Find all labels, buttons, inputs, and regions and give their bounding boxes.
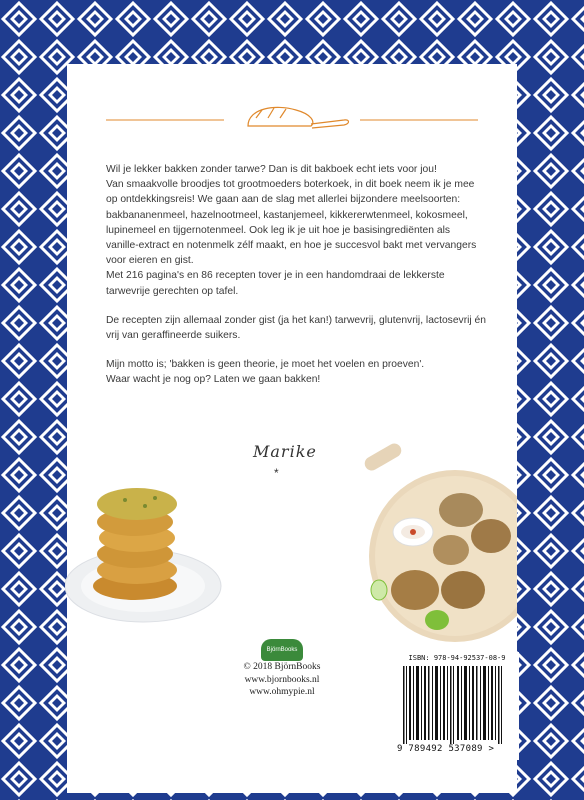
isbn-label: ISBN: 978-94-92537-08-9: [408, 654, 506, 662]
cookie-stack-photo: [65, 474, 225, 624]
text-panel: [67, 64, 517, 793]
motto-line: Waar wacht je nog op? Laten we gaan bakken!: [106, 374, 321, 386]
bread-ornament: [106, 98, 478, 138]
publisher-logo: BjörnBooks: [261, 639, 303, 661]
blurb-text: [106, 162, 496, 388]
intro-line: Met 216 pagina's en 86 recepten tover je in een handomdraai de lekkerste: [106, 270, 445, 282]
motto-line: Mijn motto is; 'bakken is geen theorie, je moet het voelen en proeven'.: [106, 359, 425, 371]
intro-line: tarwevrije gerechten op tafel.: [106, 285, 239, 297]
barcode-bars: [395, 666, 519, 746]
intro-line: Van smaakvolle broodjes tot grootmoeders boterkoek, in dit boek neem ik je mee: [106, 179, 475, 191]
intro-line: Wil je lekker bakken zonder tarwe? Dan is dit bakboek echt iets voor jou!: [106, 164, 437, 175]
copyright-text: © 2018 BjörnBooks: [243, 662, 321, 672]
intro-line: bakbananenmeel, hazelnootmeel, kastanjemeel, kikkererwtenmeel, kokosmeel,: [106, 209, 468, 221]
signature: Marike: [253, 442, 317, 461]
barcode-digits: 9 789492 537089 >: [397, 744, 495, 754]
intro-line: vanille-extract en notenmelk zélf maakt, en hoe je succesvol bakt met vervangers: [106, 240, 477, 252]
recipes-line: vrij van geraffineerde suikers.: [106, 330, 241, 342]
recipes-line: De recepten zijn allemaal zonder gist (ja het kan!) tarwevrij, glutenvrij, lactosevrij én: [106, 314, 487, 326]
bread-loaf-icon: [248, 107, 349, 128]
intro-line: op ontdekkingsreis! We gaan aan de slag met allerlei bijzondere meelsoorten:: [106, 194, 461, 206]
barcode: [395, 652, 519, 760]
intro-line: lupinemeel en tijgernotenmeel. Ook leg ik je uit hoe je basisingrediënten als: [106, 224, 451, 236]
publisher-block: [227, 639, 337, 699]
publisher-url: www.bjornbooks.nl: [244, 674, 320, 685]
signature-star: *: [274, 466, 279, 480]
burger-board-photo: [355, 440, 517, 646]
intro-line: voor eieren en gist.: [106, 255, 194, 267]
blog-url: www.ohmypie.nl: [249, 687, 315, 697]
